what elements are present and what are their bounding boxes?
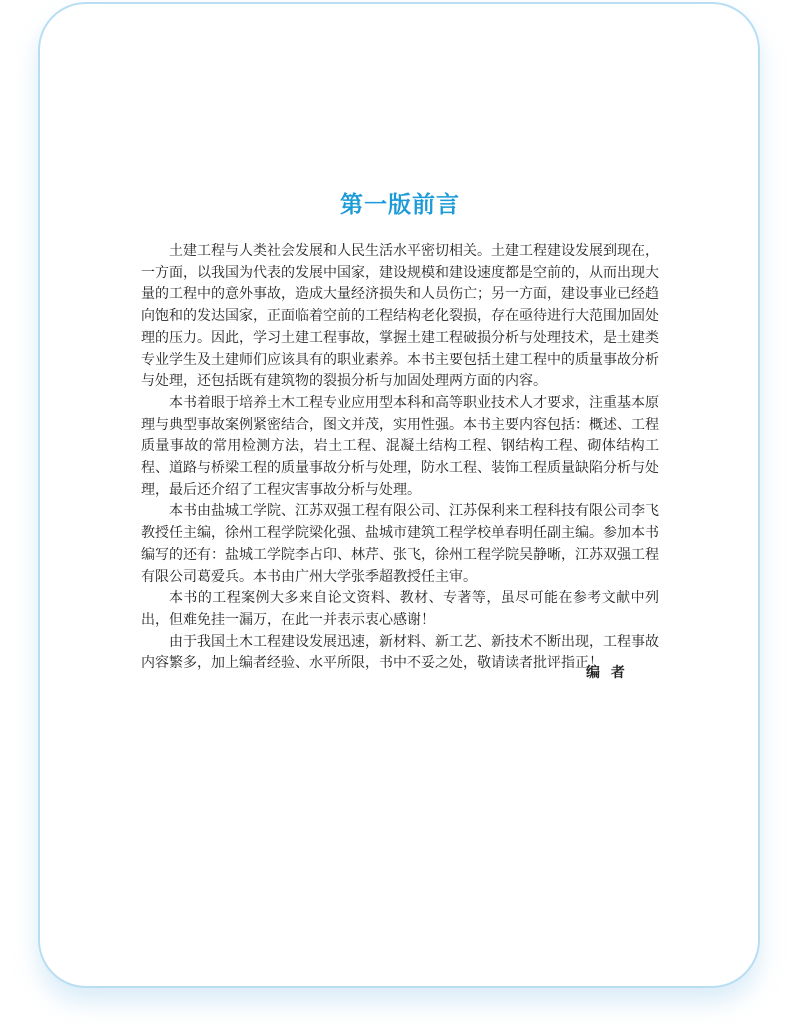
- signature: 编 者: [586, 665, 625, 681]
- paragraph: 土建工程与人类社会发展和人民生活水平密切相关。土建工程建设发展到现在，一方面，以我国为代表的发展中国家，建设规模和建设速度都是空前的，从而出现大量的工程中的意外事故，造成大量经济损失和人员伤亡；另一方面，建设事业已经趋向饱和的发达国家，正面临着空前的工程结构老化裂损，存在亟待进行大范围加固处理的压力。因此，学习土建工程事故，掌握土建工程破损分析与处理技术，是土建类专业学生及土建师们应该具有的职业素养。本书主要包括土建工程中的质量事故分析与处理，还包括既有建筑物的裂损分析与加固处理两方面的内容。: [141, 243, 659, 390]
- paragraph: 由于我国土木工程建设发展迅速，新材料、新工艺、新技术不断出现，工程事故内容繁多，加上编者经验、水平所限，书中不妥之处，敬请读者批评指正！: [141, 633, 659, 672]
- paragraph: 本书由盐城工学院、江苏双强工程有限公司、江苏保利来工程科技有限公司李飞教授任主编，徐州工程学院梁化强、盐城市建筑工程学校单春明任副主编。参加本书编写的还有：盐城工学院李占印、林芹、张飞，徐州工程学院吴静晰，江苏双强工程有限公司葛爱兵。本书由广州大学张季超教授任主审。: [141, 503, 659, 585]
- page-title: 第一版前言: [340, 192, 460, 218]
- paragraph: 本书的工程案例大多来自论文资料、教材、专著等，虽尽可能在参考文献中列出，但难免挂一漏万，在此一并表示衷心感谢！: [141, 590, 659, 628]
- paragraph: 本书着眼于培养土木工程专业应用型本科和高等职业技术人才要求，注重基本原理与典型事故案例紧密结合，图文并茂，实用性强。本书主要内容包括：概述、工程质量事故的常用检测方法，岩土工程、混凝土结构工程、钢结构工程、砌体结构工程、道路与桥梁工程的质量事故分析与处理，防水工程、装饰工程质量缺陷分析与处理，最后还介绍了工程灾害事故分析与处理。: [141, 394, 659, 498]
- preface-body: [141, 241, 659, 675]
